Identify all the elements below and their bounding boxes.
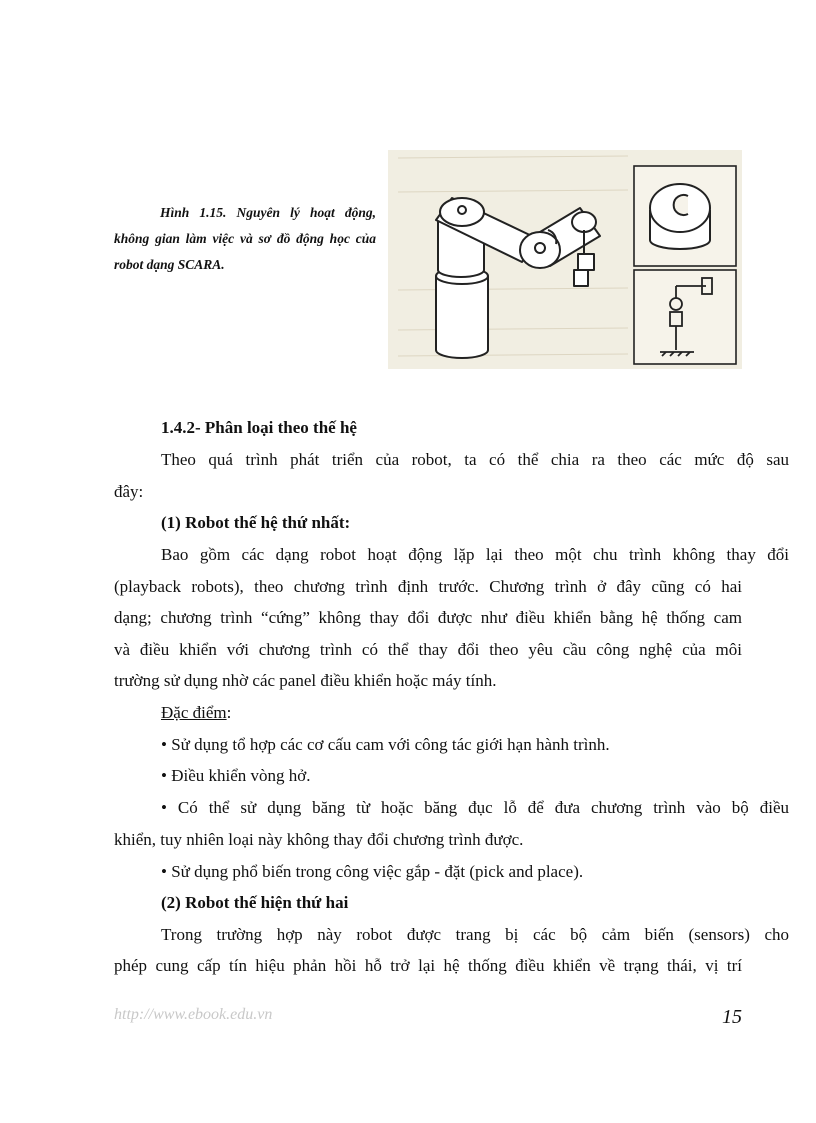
bullet-2: • Điều khiển vòng hở. xyxy=(161,766,311,785)
gen1-para-line-3: dạng; chương trình “cứng” không thay đổi được như điều khiển bằng hệ thống cam xyxy=(114,608,742,627)
footer-url[interactable]: http://www.ebook.edu.vn xyxy=(114,1006,273,1023)
intro-line-2: đây: xyxy=(114,482,144,501)
bullet-3-line-1: • Có thể sử dụng băng từ hoặc băng đục lỗ để đưa chương trình vào bộ điều xyxy=(161,798,789,817)
scara-robot-drawing xyxy=(388,150,742,369)
gen2-para-line-1: Trong trường hợp này robot được trang bị các bộ cảm biến (sensors) cho xyxy=(161,925,789,944)
features-label xyxy=(114,697,789,729)
gen1-para-line-5: trường sử dụng nhờ các panel điều khiển hoặc máy tính. xyxy=(114,671,497,690)
figure-caption: Hình 1.15. Nguyên lý hoạt động, không gian làm việc và sơ đồ động học của robot dạng SCARA. xyxy=(114,205,376,272)
page-number: 15 xyxy=(722,1006,742,1028)
gen1-para-line-2: (playback robots), theo chương trình định trước. Chương trình ở đây cũng có hai xyxy=(114,577,742,596)
features-label-colon: : xyxy=(226,703,232,722)
gen2-para-line-2: phép cung cấp tín hiệu phản hồi hỗ trở lại hệ thống điều khiển về trạng thái, vị trí xyxy=(114,956,742,975)
bullet-1: • Sử dụng tổ hợp các cơ cấu cam với công tác giới hạn hành trình. xyxy=(161,735,610,754)
scara-robot-figure xyxy=(388,150,742,369)
gen1-heading: (1) Robot thế hệ thứ nhất: xyxy=(161,513,351,532)
features-label-text: Đặc điểm xyxy=(161,703,227,722)
gen1-para-line-4: và điều khiển với chương trình có thể thay đổi theo yêu cầu công nghệ của môi xyxy=(114,640,742,659)
bullet-4: • Sử dụng phổ biến trong công việc gắp - đặt (pick and place). xyxy=(161,862,584,881)
bullet-3-line-2: khiển, tuy nhiên loại này không thay đổi chương trình được. xyxy=(114,830,524,849)
gen1-para-line-1: Bao gồm các dạng robot hoạt động lặp lại theo một chu trình không thay đổi xyxy=(161,545,789,564)
gen2-heading: (2) Robot thế hiện thứ hai xyxy=(161,893,349,912)
intro-line-1: Theo quá trình phát triển của robot, ta có thể chia ra theo các mức độ sau xyxy=(161,450,789,469)
section-heading: 1.4.2- Phân loại theo thế hệ xyxy=(161,418,357,437)
